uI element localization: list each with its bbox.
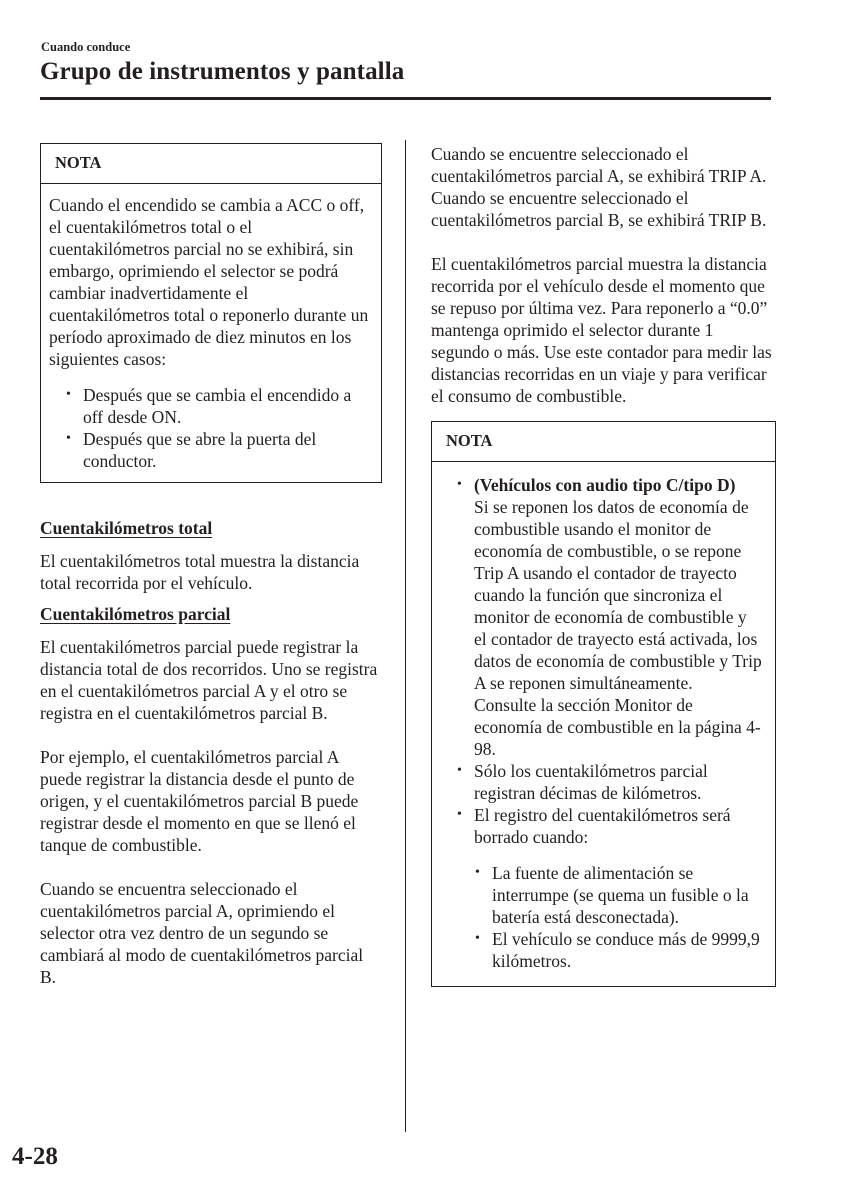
trip-meter-heading: Cuentakilómetros parcial [40,604,231,624]
note-list [49,384,369,472]
note-list-item: • Después que se cambia el encendido a off desde ON. [49,384,369,428]
note-item-text: Si se reponen los datos de economía de combustible usando el monitor de economía de combustible, o se repone Trip A usando el contador de trayecto cuando la función que sincroniza el monitor de economía de combustible y el contador de trayecto está activada, los datos de economía de combustible y Trip A se reponen simultáneamente. [474,497,762,693]
note-list-item: • Sólo los cuentakilómetros parcial registran décimas de kilómetros. [440,760,763,804]
odometer-text: El cuentakilómetros total muestra la distancia total recorrida por el vehículo. [40,551,360,593]
note-list-item [440,474,763,760]
note-list [440,474,763,848]
note-box-left [40,143,382,483]
note-item-condition: (Vehículos con audio tipo C/tipo D) [474,475,736,495]
trip-meter-paragraph: Por ejemplo, el cuentakilómetros parcial A puede registrar la distancia desde el punto de origen, y el cuentakilómetros parcial B puede registrar desde el momento en que se llenó el tanque de combustible. [40,747,359,855]
right-column [431,143,776,987]
note-sub-list [440,862,763,972]
column-divider [405,140,406,1132]
trip-meter-paragraph: El cuentakilómetros parcial puede registrar la distancia total de dos recorridos. Uno se registra en el cuentakilómetros parcial A y el otro se registra en el cuentakilómetros parcial B. [40,637,378,723]
page-title: Grupo de instrumentos y pantalla [40,58,405,85]
page-number: 4-28 [12,1143,58,1170]
trip-reset-paragraph: El cuentakilómetros parcial muestra la distancia recorrida por el vehículo desde el momento que se repuso por última vez. Para reponerlo a “0.0” mantenga oprimido el selector durante 1 segundo o más. Use este contador para medir las distancias recorridas en un viaje y para verificar el consumo de combustible. [431,254,772,406]
trip-meter-paragraph: Cuando se encuentra seleccionado el cuentakilómetros parcial A, oprimiendo el selector otra vez dentro de un segundo se cambiará al modo de cuentakilómetros parcial B. [40,879,364,987]
note-sub-item: • El vehículo se conduce más de 9999,9 kilómetros. [458,928,763,972]
note-list-item: • El registro del cuentakilómetros será borrado cuando: [440,804,763,848]
note-sub-item: • La fuente de alimentación se interrumpe (se quema un fusible o la batería está desconectada). [458,862,763,928]
note-title: NOTA [432,422,775,462]
note-box-right [431,421,776,987]
section-label: Cuando conduce [41,40,131,54]
note-title: NOTA [41,144,381,184]
note-text: Cuando el encendido se cambia a ACC o off, el cuentakilómetros total o el cuentakilómetros parcial no se exhibirá, sin embargo, oprimiendo el selector se podrá cambiar inadvertidamente el cuentakilómetros total o reponerlo durante un período aproximado de diez minutos en los siguientes casos: [49,195,369,369]
trip-display-paragraph: Cuando se encuentre seleccionado el cuentakilómetros parcial A, se exhibirá TRIP A. Cuando se encuentre seleccionado el cuentakilómetros parcial B, se exhibirá TRIP B. [431,144,767,230]
note-body [432,462,775,986]
odometer-heading: Cuentakilómetros total [40,518,213,538]
note-item-reference: Consulte la sección Monitor de economía de combustible en la página 4-98. [474,695,761,759]
title-rule [40,97,771,100]
left-column [40,143,382,988]
note-list-item: • Después que se abre la puerta del conductor. [49,428,369,472]
note-body [41,184,381,482]
